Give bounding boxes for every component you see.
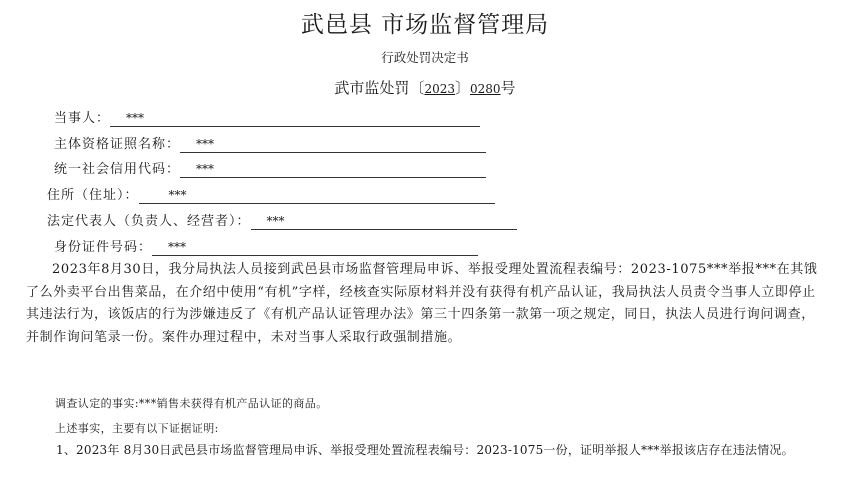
field-value: ***: [180, 162, 486, 178]
evidence-intro: 上述事实，主要有以下证据证明:: [55, 422, 219, 435]
field-value: ***: [139, 188, 495, 204]
field-id-number: [54, 236, 478, 256]
document-title: 武邑县 市场监督管理局: [300, 12, 550, 38]
document-number: [0, 77, 850, 98]
field-credit-code: [54, 158, 486, 178]
document-subtitle: 行政处罚决定书: [381, 50, 469, 65]
field-legal-rep: [47, 210, 517, 230]
field-label: 法定代表人（负责人、经营者）：: [47, 214, 251, 229]
field-party: [54, 107, 480, 127]
field-value: ***: [251, 214, 517, 230]
field-value: ***: [180, 137, 486, 153]
evidence-item-1: 1、2023年 8月30日武邑县市场监督管理局申诉、举报受理处置流程表编号：2023-1075一份，证明举报人***举报该店存在违法情况。: [56, 443, 794, 457]
field-label: 统一社会信用代码：: [54, 162, 181, 177]
field-label: 身份证件号码：: [54, 240, 153, 255]
doc-prefix: 武市监处罚〔: [334, 79, 425, 97]
field-value: ***: [152, 240, 478, 256]
field-label: 当事人：: [54, 111, 111, 126]
field-license-name: [54, 133, 486, 153]
field-address: [47, 184, 495, 204]
doc-year: 2023: [424, 82, 455, 96]
doc-suffix: 号: [500, 79, 516, 97]
field-label: 住所（住址）：: [47, 188, 139, 203]
fact-paragraph: 调查认定的事实:***销售未获得有机产品认证的商品。: [55, 397, 328, 410]
doc-mid: 〕: [454, 79, 470, 97]
field-value: ***: [110, 111, 480, 127]
field-label: 主体资格证照名称：: [54, 137, 181, 152]
doc-num: 0280: [470, 82, 501, 96]
case-paragraph: 2023年8月30日，我分局执法人员接到武邑县市场监督管理局申诉、举报受理处置流程表编号：2023-1075***举报***在其饿了么外卖平台出售菜品，在介绍中使用“有机”字样，经核查实际原材料并没有获得有机产品认证，我局执法人员责令当事人立即停止其违法行为，该饭店的行为涉嫌违反了《有机产品认证管理办法》第三十四条第一款第一项之规定，同日，执法人员进行询问调查，并制作询问笔录一份。案件办理过程中，未对当事人采取行政强制措施。: [26, 262, 818, 345]
